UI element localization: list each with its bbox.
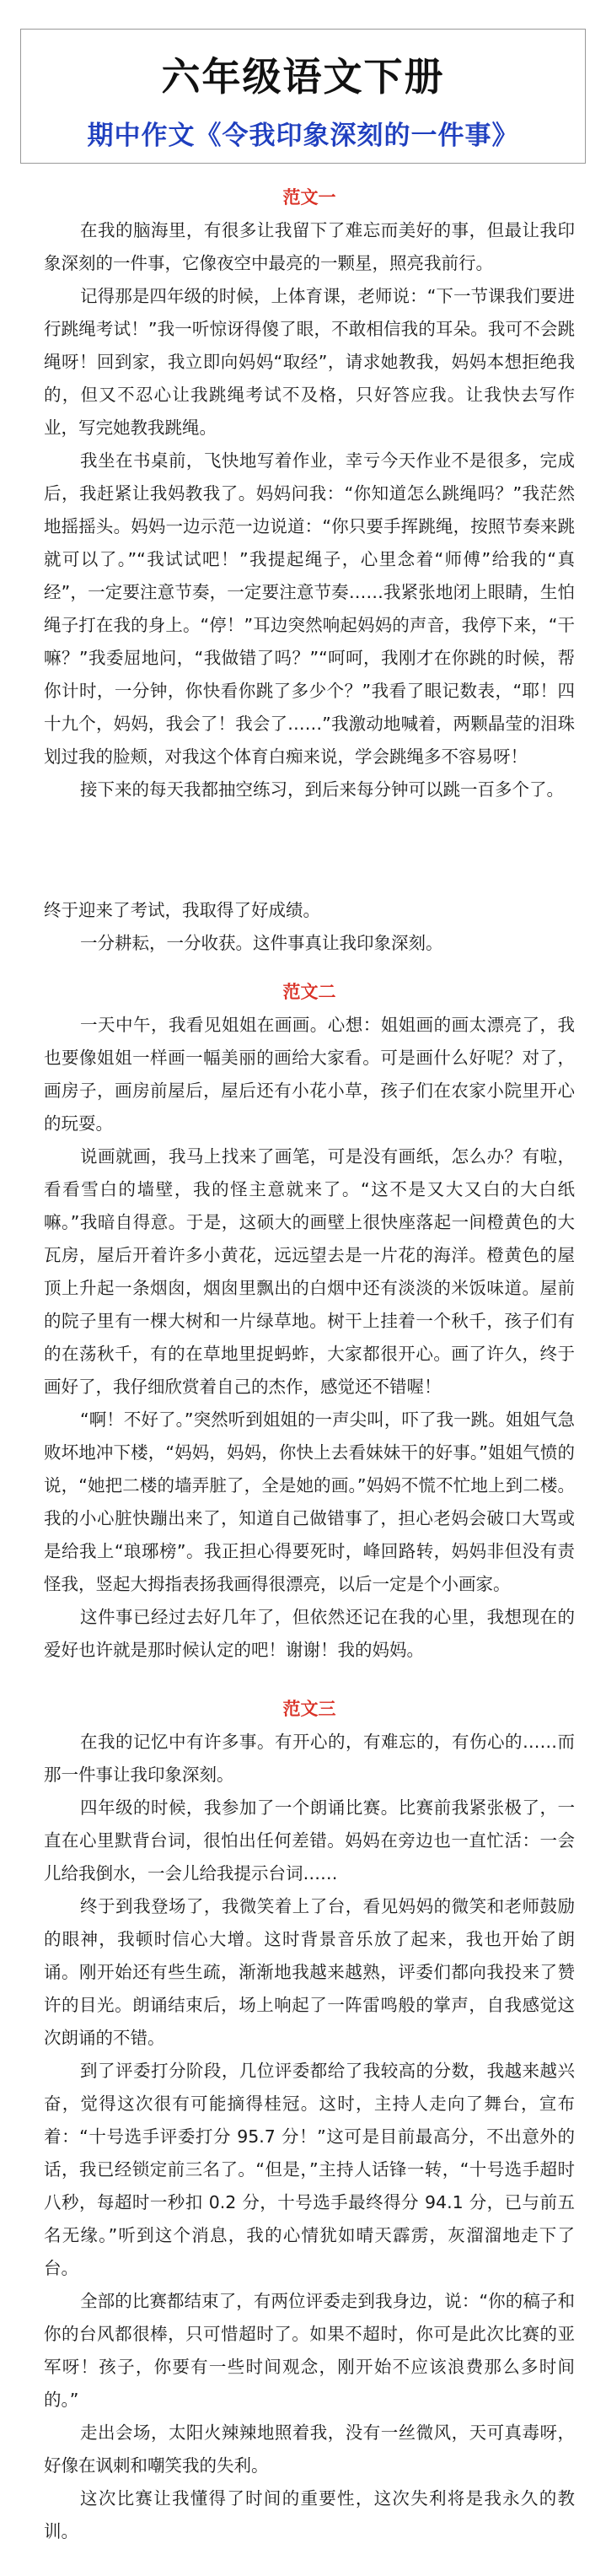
essay-paragraph: “啊！不好了。”突然听到姐姐的一声尖叫，吓了我一跳。姐姐气急败坏地冲下楼，“妈妈，妈妈，你快上去看妹妹干的好事。”姐姐气愤的说，“她把二楼的墙弄脏了，全是她的画。”妈妈不慌不忙地上到二楼。我的小心脏快蹦出来了，知道自己做错事了，担心老妈会破口大骂或是给我上“琅琊榜”。我正担心得要死时，峰回路转，妈妈非但没有责怪我，竖起大拇指表扬我画得很漂亮，以后一定是个小画家。 xyxy=(44,1409,575,1594)
essay-2 xyxy=(44,978,575,1667)
essay-paragraph: 走出会场，太阳火辣辣地照着我，没有一丝微风，天可真毒呀，好像在讽刺和嘲笑我的失利。 xyxy=(44,2422,575,2476)
essay-paragraph: 全部的比赛都结束了，有两位评委走到我身边，说：“你的稿子和你的台风都很棒，只可惜超时了。如果不超时，你可是此次比赛的亚军呀！孩子，你要有一些时间观念，刚开始不应该浪费那么多时间的。” xyxy=(44,2291,575,2410)
essay-paragraph: 记得那是四年级的时候，上体育课，老师说：“下一节课我们要进行跳绳考试！”我一听惊讶得傻了眼，不敢相信我的耳朵。我可不会跳绳呀！回到家，我立即向妈妈“取经”，请求她教我，妈妈本想拒绝我的，但又不忍心让我跳绳考试不及格，只好答应我。让我快去写作业，写完她教我跳绳。 xyxy=(44,286,575,438)
essay-paragraph: 终于迎来了考试，我取得了好成绩。 xyxy=(44,900,320,920)
essay-paragraph: 在我的记忆中有许多事。有开心的，有难忘的，有伤心的……而那一件事让我印象深刻。 xyxy=(44,1732,575,1785)
essay-paragraph: 在我的脑海里，有很多让我留下了难忘而美好的事，但最让我印象深刻的一件事，它像夜空中最亮的一颗星，照亮我前行。 xyxy=(44,220,575,273)
page-title: 六年级语文下册 xyxy=(161,54,445,100)
essay-3 xyxy=(44,1695,575,2548)
essay-title: 范文一 xyxy=(282,187,336,207)
page-subtitle: 期中作文《令我印象深刻的一件事》 xyxy=(87,121,519,151)
essay-paragraph: 这件事已经过去好几年了，但依然还记在我的心里，我想现在的爱好也许就是那时候认定的吧！谢谢！我的妈妈。 xyxy=(44,1607,575,1660)
essay-paragraph: 一天中午，我看见姐姐在画画。心想：姐姐画的画太漂亮了，我也要像姐姐一样画一幅美丽的画给大家看。可是画什么好呢？对了，画房子，画房前屋后，屋后还有小花小草，孩子们在农家小院里开心的玩耍。 xyxy=(44,1015,575,1134)
essay-paragraph: 到了评委打分阶段，几位评委都给了我较高的分数，我越来越兴奋，觉得这次很有可能摘得桂冠。这时，主持人走向了舞台，宣布着：“十号选手评委打分 95.7 分！”这可是目前最高分，不出意外的话，我已经锁定前三名了。“但是，”主持人话锋一转，“十号选手超时八秒，每超时一秒扣 0.2 分，十号选手最终得分 94.1 分，已与前五名无缘。”听到这个消息，我的心情犹如晴天霹雳，灰溜溜地走下了台。 xyxy=(44,2061,575,2278)
essay-1 xyxy=(44,184,575,806)
essay-paragraph: 接下来的每天我都抽空练习，到后来每分钟可以跳一百多个了。 xyxy=(80,779,565,800)
essay-paragraph: 终于到我登场了，我微笑着上了台，看见妈妈的微笑和老师鼓励的眼神，我顿时信心大增。这时背景音乐放了起来，我也开始了朗诵。刚开始还有些生疏，渐渐地我越来越熟，评委们都向我投来了赞许的目光。朗诵结束后，场上响起了一阵雷鸣般的掌声，自我感觉这次朗诵的不错。 xyxy=(44,1896,575,2048)
essay-title: 范文三 xyxy=(282,1699,336,1719)
header-box xyxy=(20,29,586,164)
essay-title: 范文二 xyxy=(282,982,336,1002)
essay-paragraph: 我坐在书桌前，飞快地写着作业，幸亏今天作业不是很多，完成后，我赶紧让我妈教我了。妈妈问我：“你知道怎么跳绳吗？”我茫然地摇摇头。妈妈一边示范一边说道：“你只要手挥跳绳，按照节奏来跳就可以了。”“我试试吧！”我提起绳子，心里念着“师傅”给我的“真经”，一定要注意节奏，一定要注意节奏……我紧张地闭上眼睛，生怕绳子打在我的身上。“停！”耳边突然响起妈妈的声音，我停下来，“干嘛？”我委屈地问，“我做错了吗？”“呵呵，我刚才在你跳的时候，帮你计时，一分钟，你快看你跳了多少个？”我看了眼记数表，“耶！四十九个，妈妈，我会了！我会了……”我激动地喊着，两颗晶莹的泪珠划过我的脸颊，对我这个体育白痴来说，学会跳绳多不容易呀！ xyxy=(44,450,575,767)
essay-1-ending xyxy=(44,894,575,960)
essay-paragraph: 这次比赛让我懂得了时间的重要性，这次失利将是我永久的教训。 xyxy=(44,2488,575,2541)
essay-paragraph: 四年级的时候，我参加了一个朗诵比赛。比赛前我紧张极了，一直在心里默背台词，很怕出任何差错。妈妈在旁边也一直忙活：一会儿给我倒水，一会儿给我提示台词…… xyxy=(44,1797,575,1883)
essay-paragraph: 说画就画，我马上找来了画笔，可是没有画纸，怎么办？有啦，看看雪白的墙壁，我的怪主意就来了。“这不是又大又白的大白纸嘛。”我暗自得意。于是，这硕大的画壁上很快座落起一间橙黄色的大瓦房，屋后开着许多小黄花，远远望去是一片花的海洋。橙黄色的屋顶上升起一条烟囱，烟囱里飘出的白烟中还有淡淡的米饭味道。屋前的院子里有一棵大树和一片绿草地。树干上挂着一个秋千，孩子们有的在荡秋千，有的在草地里捉蚂蚱，大家都很开心。画了许久，终于画好了，我仔细欣赏着自己的杰作，感觉还不错喔！ xyxy=(44,1146,575,1397)
essay-paragraph: 一分耕耘，一分收获。这件事真让我印象深刻。 xyxy=(80,933,443,953)
